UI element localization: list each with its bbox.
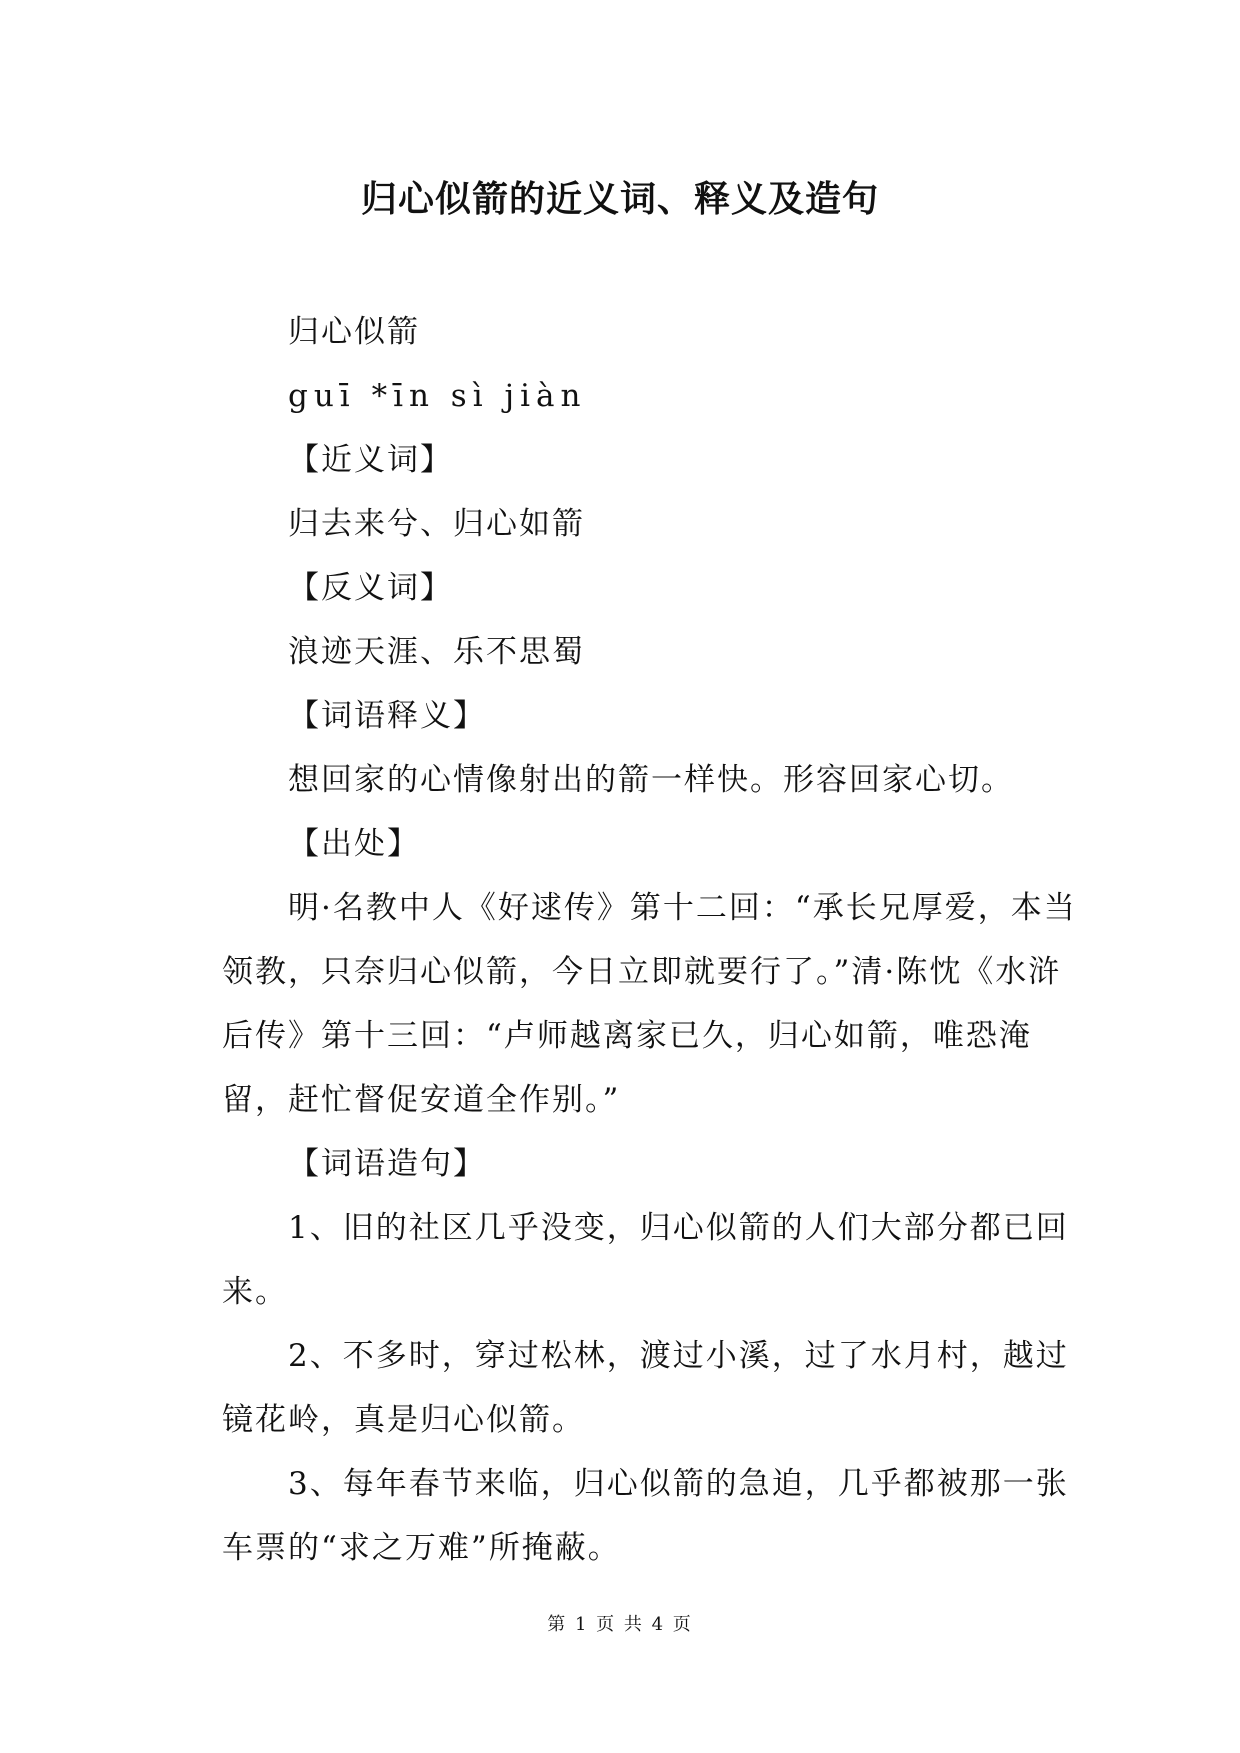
examples-heading: 【词语造句】 [288, 1146, 486, 1182]
document-title: 归心似箭的近义词、释义及造句 [360, 178, 879, 220]
origin-text: 明·名教中人《好逑传》第十二回：“承长兄厚爱，本当领教，只奈归心似箭，今日立即就要行了。”清·陈忱《水浒后传》第十三回：“卢师越离家已久，归心如箭，唯恐淹留，赶忙督促安道全作别。” [222, 890, 1077, 1118]
pinyin: guī *īn sì jiàn [288, 378, 587, 414]
document-body [222, 300, 1092, 1580]
example-sentence-1: 1、旧的社区几乎没变，归心似箭的人们大部分都已回来。 [222, 1210, 1069, 1310]
antonyms-heading: 【反义词】 [288, 570, 453, 606]
origin-heading: 【出处】 [288, 826, 420, 862]
definition-text: 想回家的心情像射出的箭一样快。形容回家心切。 [288, 762, 1014, 798]
example-sentence-2: 2、不多时，穿过松林，渡过小溪，过了水月村，越过镜花岭，真是归心似箭。 [222, 1338, 1069, 1438]
page-number-footer: 第 1 页 共 4 页 [547, 1614, 693, 1635]
definition-heading: 【词语释义】 [288, 698, 486, 734]
synonyms-heading: 【近义词】 [288, 442, 453, 478]
headword: 归心似箭 [288, 314, 420, 350]
synonyms-text: 归去来兮、归心如箭 [288, 506, 585, 542]
antonyms-text: 浪迹天涯、乐不思蜀 [288, 634, 585, 670]
example-sentence-3: 3、每年春节来临，归心似箭的急迫，几乎都被那一张车票的“求之万难”所掩蔽。 [222, 1466, 1069, 1566]
